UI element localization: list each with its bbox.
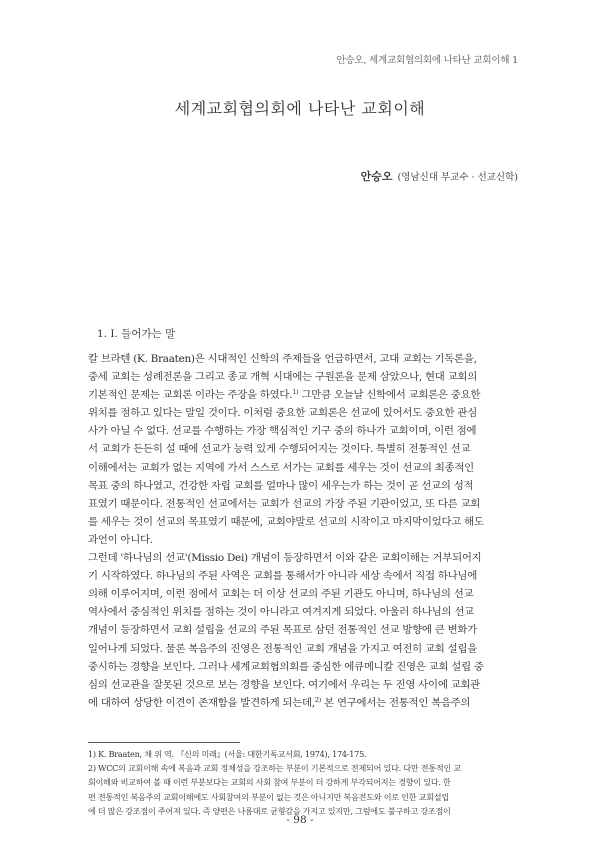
footnote-line: 에 더 많은 강조점이 주어져 있다. 즉 양편은 나름대로 균형감을 가지고 있지만, 그럼에도 불구하고 강조점이 [88, 805, 451, 816]
article-title: 세계교회협의회에 나타난 교회이해 [174, 99, 426, 118]
body-line: 서 교회가 든든히 설 때에 선교가 능력 있게 수행되어지는 것이다. 특별히 전통적인 선교 [88, 443, 471, 456]
footnote-line: 편 전통적인 복음주의 교회이해에도 사회참여의 부분이 없는 것은 아니지만 복음전도와 이로 인한 교회설립 [88, 791, 449, 802]
running-header: 안승오, 세계교회협의회에 나타난 교회이해 1 [336, 55, 518, 66]
body-line: 중시하는 경향을 보인다. 그러나 세계교회협의회를 중심한 에큐메니칼 진영은 교회 설립 중 [88, 660, 484, 673]
body-line: 과언이 아니다. [88, 533, 153, 546]
body-line [88, 386, 508, 404]
footnote-ref-1: 1) [292, 388, 299, 397]
page-number: - 98 - [286, 814, 314, 826]
body-line: 중세 교회는 성례전론을 그리고 종교 개혁 시대에는 구원론을 문제 삼았으나, 현대 교회의 [88, 371, 477, 384]
body-line: 기 시작하였다. 하나님의 주된 사역은 교회를 통해서가 아니라 세상 속에서 직접 하나님에 [88, 570, 477, 583]
footnotes [88, 747, 513, 818]
body-line: 심의 선교관을 잘못된 것으로 보는 경향을 보인다. 여기에서 우리는 두 진영 사이에 교회관 [88, 678, 481, 691]
body-line: 의해 이루어지며, 이런 점에서 교회는 더 이상 선교의 주된 기관도 아니며, 하나님의 선교 [88, 588, 474, 601]
body-line: 를 세우는 것이 선교의 목표였기 때문에, 교회야말로 선교의 시작이고 마지막이었다고 해도 [88, 515, 484, 528]
body-line: 위치를 점하고 있다는 말일 것이다. 이처럼 중요한 교회론은 선교에 있어서도 중요한 관심 [88, 407, 477, 420]
body-line: 개념이 등장하면서 교회 설립을 선교의 주된 목표로 삼던 전통적인 선교 방향에 큰 변화가 [88, 624, 477, 637]
body-line: 일어나게 되었다. 물론 복음주의 진영은 전통적인 교회 개념을 가지고 여전히 교회 설립을 [88, 642, 477, 655]
footnote-line: 2) WCC의 교회이해 속에 복음과 교회 정체성을 강조하는 부분이 기본적으로 전제되어 있다. 다만 전통적인 교 [88, 763, 461, 774]
body-line: 표였기 때문이다. 전통적인 선교에서는 교회가 선교의 가장 주된 기관이었고, 또 다른 교회 [88, 497, 481, 510]
section-heading: 1. I. 들어가는 말 [97, 328, 176, 340]
body-line: 이해에서는 교회가 없는 지역에 가서 스스로 서가는 교회를 세우는 것이 선교의 최종적인 [88, 461, 474, 474]
footnote-rule [88, 742, 240, 743]
footnote-line: 회이해와 비교하여 볼 때 이런 부분보다는 교회의 사회 참여 부분이 더 강하게 부각되어지는 경향이 있다. 한 [88, 777, 451, 788]
body-line [88, 694, 508, 712]
body-line: 사가 아닐 수 없다. 선교를 수행하는 가장 핵심적인 기구 중의 하나가 교회이며, 이런 점에 [88, 425, 477, 438]
body-line-text: 에 대하여 상당한 이견이 존재함을 발견하게 되는데, [88, 696, 315, 709]
body-text [88, 350, 508, 712]
author-affiliation: (영남신대 부교수 · 선교신학) [397, 172, 518, 183]
body-line-text: 그만큼 오늘날 신학에서 교회론은 중요한 [298, 389, 481, 402]
body-line-text: 기본적인 문제는 교회론 이라는 주장을 하였다. [88, 389, 293, 402]
body-line: 칼 브라텐 (K. Braaten)은 시대적인 신학의 주제들을 언급하면서, 고대 교회는 기독론을, [88, 353, 477, 365]
footnote-line: 1) K. Braaten, 채 위 역. 『신의 미래』(서울: 대한기독교서회, 1974), 174-175. [88, 749, 367, 759]
author-line [361, 168, 518, 184]
body-line: 목표 중의 하나였고, 건강한 자립 교회를 얼마나 많이 세우는가 하는 것이 곧 선교의 성적 [88, 479, 474, 492]
body-line: 역사에서 중심적인 위치를 점하는 것이 아니라고 여겨지게 되었다. 아울러 하나님의 선교 [88, 606, 474, 619]
footnote-ref-2: 2) [314, 695, 322, 704]
author-name: 안승오 [360, 170, 393, 183]
body-line: 그런데 '하나님의 선교'(Missio Dei) 개념이 등장하면서 이와 같은 교회이해는 거부되어지 [88, 552, 482, 565]
body-line-text: 본 연구에서는 전통적인 복음주의 [321, 696, 471, 709]
